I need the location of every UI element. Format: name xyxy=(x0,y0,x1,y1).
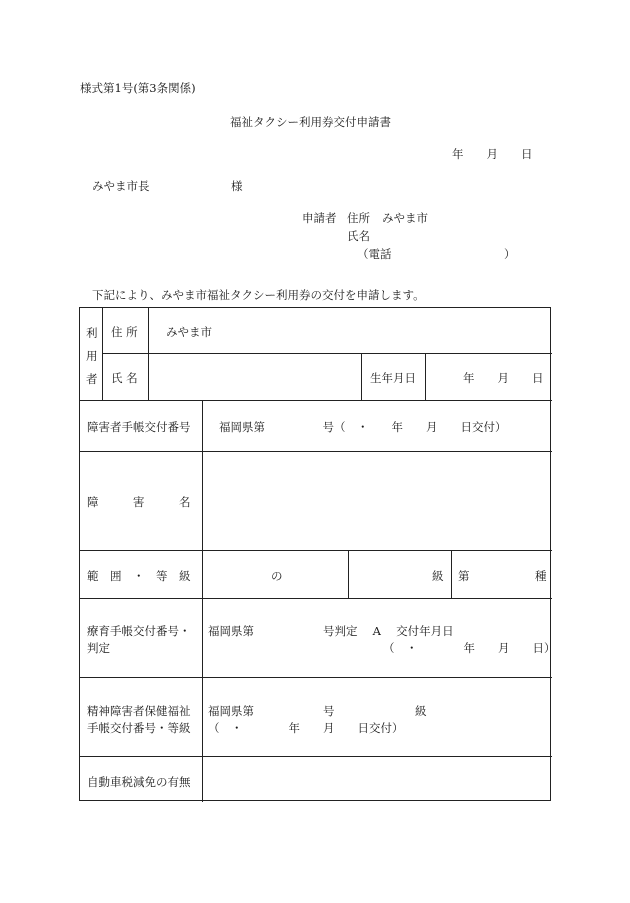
user-label-char-1: 利 xyxy=(86,326,98,340)
applicant-name-label: 氏名 xyxy=(347,229,370,243)
addressee-honorific: 様 xyxy=(231,179,243,193)
user-address-label: 住 所 xyxy=(111,325,138,339)
applicant-phone-close: ） xyxy=(504,247,516,261)
seishin-value-line-1: 福岡県第 号 級 xyxy=(208,704,427,718)
row-divider xyxy=(80,400,552,401)
row-divider xyxy=(80,451,552,452)
page-title: 福祉タクシー利用券交付申請書 xyxy=(230,115,391,129)
range-grade-label: 範 囲 ・ 等 級 xyxy=(87,569,191,583)
ryouiku-value-line-1: 福岡県第 号判定 A 交付年月日 xyxy=(208,624,454,638)
col-divider xyxy=(148,308,149,400)
submission-date: 年 月 日 xyxy=(452,147,533,161)
applicant-label: 申請者 xyxy=(302,211,337,225)
applicant-address-label: 住所 xyxy=(347,211,370,225)
range-class-suffix: 種 xyxy=(535,569,547,583)
row-divider xyxy=(80,756,552,757)
ryouiku-value-line-2: （ ・ 年 月 日） xyxy=(383,641,556,655)
row-divider xyxy=(80,598,552,599)
col-divider xyxy=(348,550,349,598)
row-divider xyxy=(80,550,552,551)
disability-name-label: 障 害 名 xyxy=(87,495,191,509)
applicant-address-value: みやま市 xyxy=(382,211,428,225)
user-label-char-3: 者 xyxy=(86,372,98,386)
range-class-prefix: 第 xyxy=(458,569,470,583)
seishin-value-line-2: （ ・ 年 月 日交付） xyxy=(208,721,404,735)
disability-cert-value: 福岡県第 号（ ・ 年 月 日交付） xyxy=(219,420,507,434)
ryouiku-label-line-2: 判定 xyxy=(87,641,110,655)
user-name-label: 氏 名 xyxy=(111,371,138,385)
user-address-value: みやま市 xyxy=(166,325,212,339)
col-divider xyxy=(425,353,426,400)
disability-cert-label: 障害者手帳交付番号 xyxy=(87,420,191,434)
intro-text: 下記により、みやま市福祉タクシー利用券の交付を申請します。 xyxy=(92,288,425,302)
col-divider xyxy=(361,353,362,400)
row-divider xyxy=(102,353,552,354)
form-number: 様式第1号(第3条関係) xyxy=(80,81,196,95)
car-tax-label: 自動車税減免の有無 xyxy=(87,775,191,789)
birthdate-value: 年 月 日 xyxy=(463,371,544,385)
addressee: みやま市長 xyxy=(92,179,150,193)
range-no: の xyxy=(271,569,283,583)
seishin-label-line-1: 精神障害者保健福祉 xyxy=(87,704,191,718)
seishin-label-line-2: 手帳交付番号・等級 xyxy=(87,721,191,735)
range-grade: 級 xyxy=(432,569,444,583)
application-table xyxy=(79,307,556,801)
ryouiku-label-line-1: 療育手帳交付番号・ xyxy=(87,624,191,638)
col-divider xyxy=(102,308,103,400)
col-divider xyxy=(451,550,452,598)
user-label-char-2: 用 xyxy=(86,349,98,363)
col-divider xyxy=(202,400,203,802)
applicant-phone-open: （電話 xyxy=(357,247,392,261)
row-divider xyxy=(80,677,552,678)
birthdate-label: 生年月日 xyxy=(370,371,416,385)
